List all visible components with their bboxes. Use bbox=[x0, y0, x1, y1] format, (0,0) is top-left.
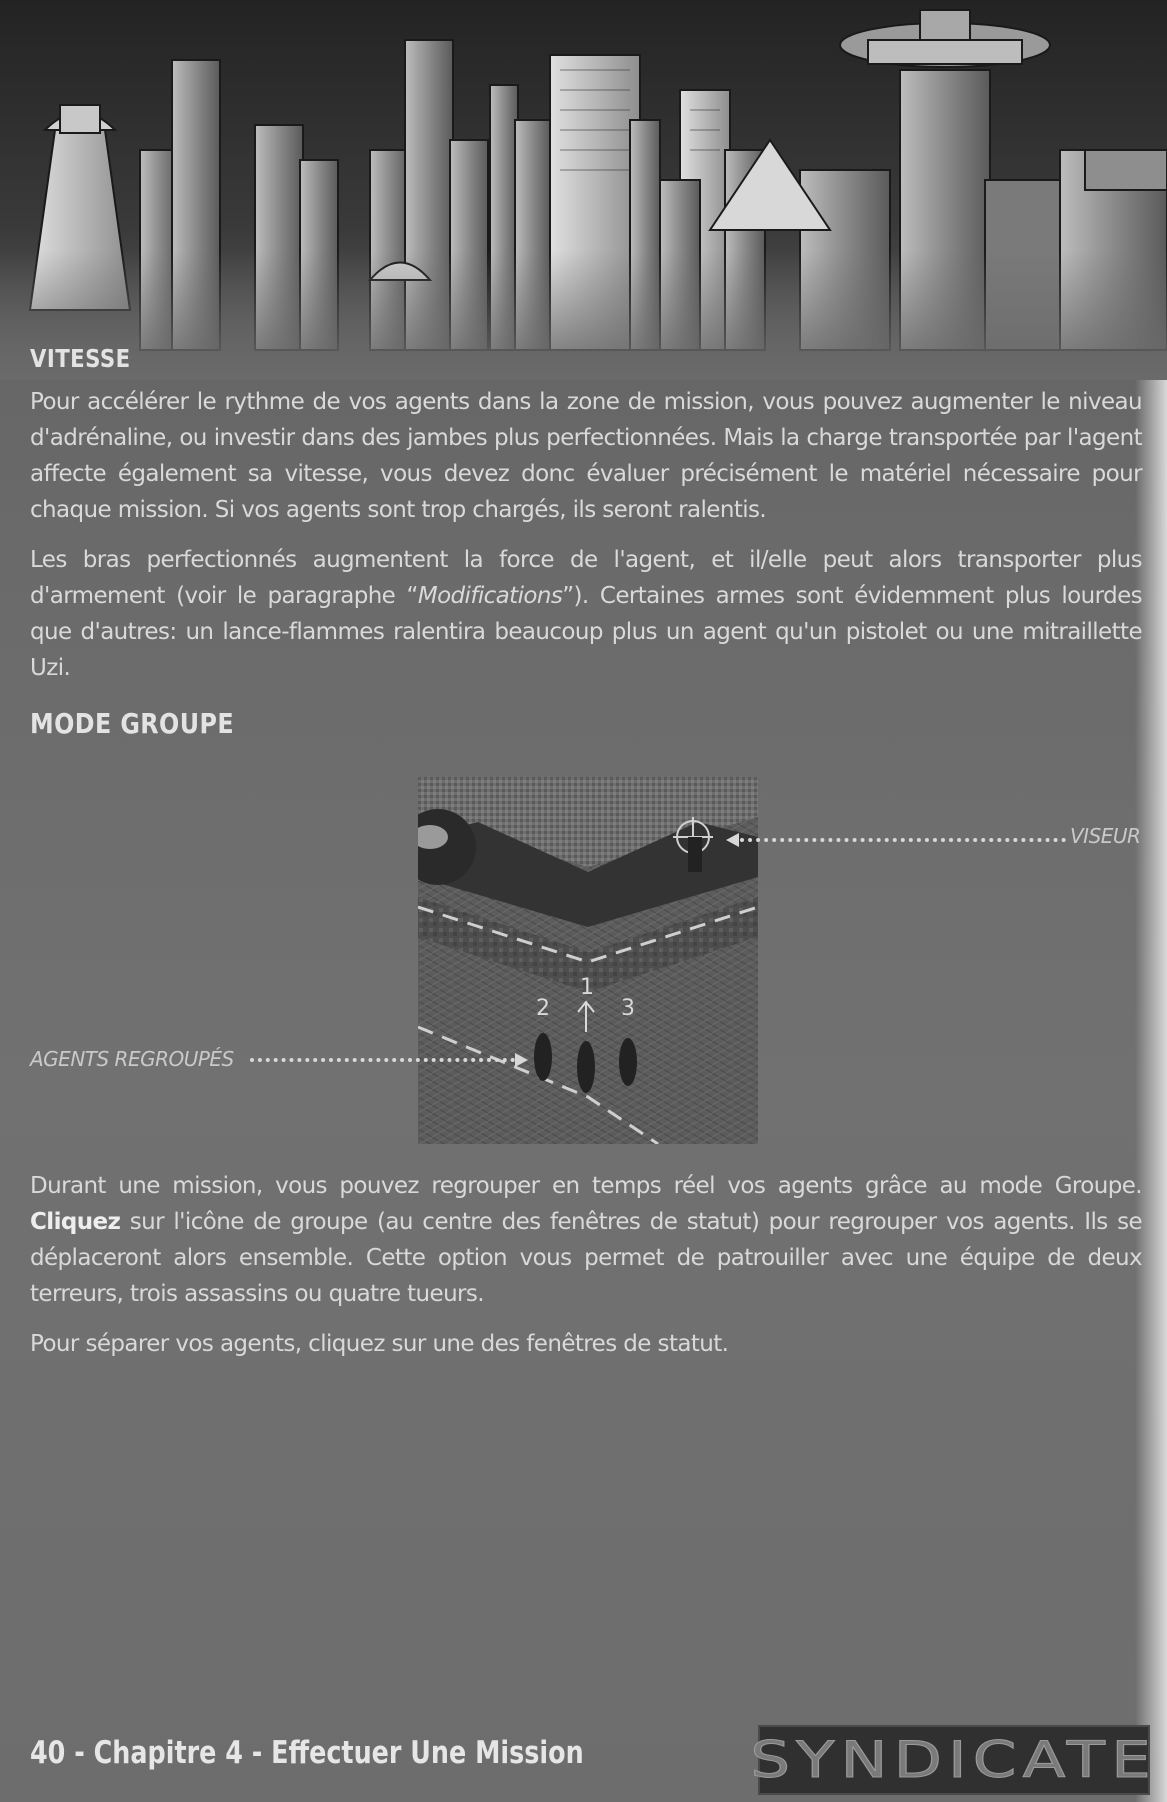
agent-number-2: 2 bbox=[536, 996, 550, 1021]
page-footer-chapter: 40 - Chapitre 4 - Effectuer Une Mission bbox=[30, 1735, 584, 1771]
text-run: Durant une mission, vous pouvez regrouper en temps réel vos agents grâce au mode Groupe. bbox=[30, 1173, 1142, 1199]
vitesse-paragraph-2 bbox=[30, 542, 1142, 686]
callout-arrow-viseur bbox=[726, 833, 739, 847]
callout-line-agents bbox=[250, 1058, 515, 1062]
bold-term-cliquez: Cliquez bbox=[30, 1209, 121, 1235]
italic-term-modifications: Modifications bbox=[417, 583, 563, 609]
city-skyline-illustration bbox=[0, 0, 1167, 380]
callout-label-agents-regroupes: AGENTS REGROUPÉS bbox=[30, 1047, 234, 1071]
callout-arrow-agents bbox=[515, 1053, 528, 1067]
agent-number-3: 3 bbox=[621, 996, 635, 1021]
callout-label-viseur: VISEUR bbox=[1070, 824, 1141, 848]
agent-number-1: 1 bbox=[580, 975, 594, 1000]
syndicate-logo-text: SYNDICATE bbox=[750, 1731, 1158, 1789]
text-run: sur l'icône de groupe (au centre des fenêtres de statut) pour regrouper vos agents. Ils se déplaceront alors ensemble. Cette option vous permet de patrouiller avec une équipe de deux terreurs, trois assassins ou quatre tueurs. bbox=[30, 1209, 1142, 1307]
vitesse-paragraph-1: Pour accélérer le rythme de vos agents dans la zone de mission, vous pouvez augmenter le niveau d'adrénaline, ou investir dans des jambes plus perfectionnées. Mais la charge transportée par l'agent affecte également sa vitesse, vous devez donc évaluer précisément le matériel nécessaire pour chaque mission. Si vos agents sont trop chargés, ils seront ralentis. bbox=[30, 389, 1142, 523]
section-heading-mode-groupe: MODE GROUPE bbox=[30, 707, 235, 740]
mode-groupe-paragraph-1 bbox=[30, 1168, 1142, 1312]
syndicate-logo bbox=[750, 1725, 1158, 1795]
callout-line-viseur bbox=[740, 838, 1066, 842]
mode-groupe-paragraph-2: Pour séparer vos agents, cliquez sur une des fenêtres de statut. bbox=[30, 1331, 729, 1357]
text-run: Les bras perfectionnés augmentent la force de l'agent, et il/elle peut alors transporter plus d'armement (voir le paragraphe “ bbox=[30, 547, 1142, 609]
text-run: ”). Certaines armes sont évidemment plus lourdes que d'autres: un lance-flammes ralentira beaucoup plus un agent qu'un pistolet ou une mitraillette Uzi. bbox=[30, 583, 1143, 681]
section-heading-vitesse: VITESSE bbox=[30, 344, 131, 373]
game-screenshot-figure bbox=[418, 777, 758, 1144]
